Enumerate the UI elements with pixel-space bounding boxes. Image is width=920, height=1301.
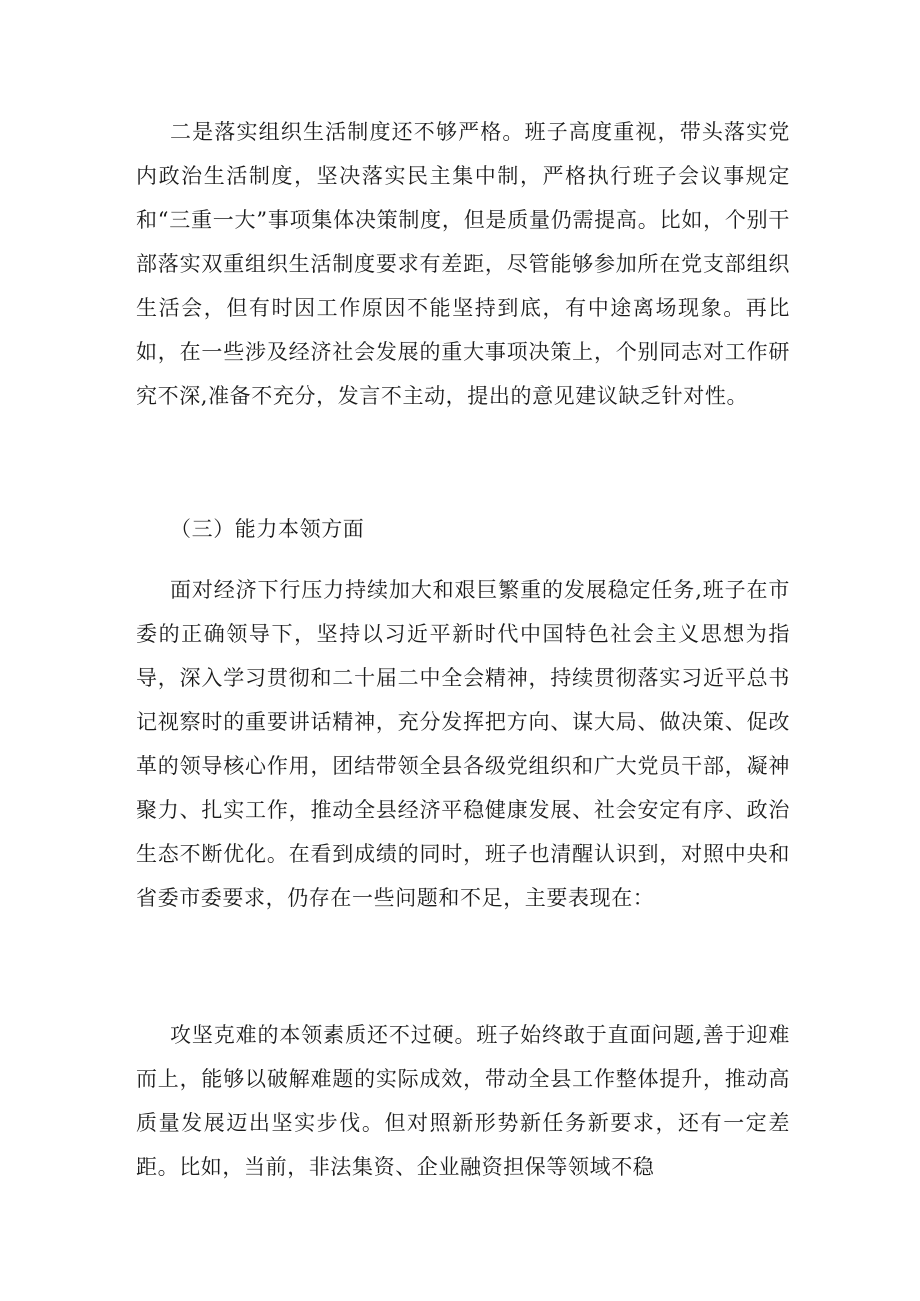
paragraph-capability-shortfall: 攻坚克难的本领素质还不过硬。班子始终敢于直面问题,善于迎难而上，能够以破解难题的实际成效，带动全县工作整体提升，推动高质量发展迈出坚实步伐。但对照新形势新任务新要求，还有一定差距。比如，当前，非法集资、企业融资担保等领域不稳 [136, 1023, 790, 1179]
paragraph-organizational-life: 二是落实组织生活制度还不够严格。班子高度重视，带头落实党内政治生活制度，坚决落实民主集中制，严格执行班子会议事规定和“三重一大”事项集体决策制度，但是质量仍需提高。比如，个别干部落实双重组织生活制度要求有差距，尽管能够参加所在党支部组织生活会，但有时因工作原因不能坚持到底，有中途离场现象。再比如，在一些涉及经济社会发展的重大事项决策上，个别同志对工作研究不深,准备不充分，发言不主动，提出的意见建议缺乏针对性。 [136, 120, 790, 408]
paragraph-economic-situation: 面对经济下行压力持续加大和艰巨繁重的发展稳定任务,班子在市委的正确领导下，坚持以习近平新时代中国特色社会主义思想为指导，深入学习贯彻和二十届二中全会精神，持续贯彻落实习近平总书记视察时的重要讲话精神，充分发挥把方向、谋大局、做决策、促改革的领导核心作用，团结带领全县各级党组织和广大党员干部，凝神聚力、扎实工作，推动全县经济平稳健康发展、社会安定有序、政治生态不断优化。在看到成绩的同时，班子也清醒认识到，对照中央和省委市委要求，仍存在一些问题和不足，主要表现在： [136, 578, 790, 910]
section-heading-ability: （三）能力本领方面 [170, 517, 365, 541]
